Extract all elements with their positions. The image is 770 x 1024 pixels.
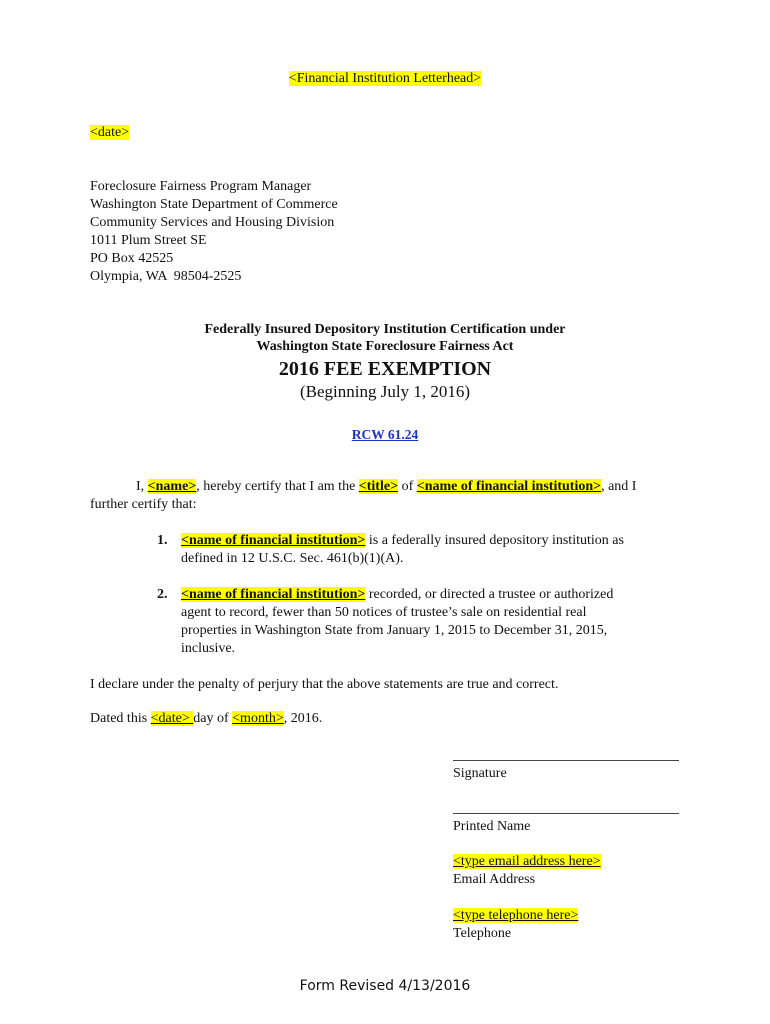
certify-text: , and I — [601, 479, 637, 494]
signature-label: Signature — [453, 766, 507, 781]
phone-label: Telephone — [453, 926, 512, 941]
printed-name-line — [453, 813, 679, 814]
rcw-line — [0, 426, 770, 444]
certify-text: I, — [136, 479, 148, 494]
signature-line — [453, 760, 679, 761]
phone-placeholder: <type telephone here> — [453, 908, 579, 923]
email-placeholder: <type email address here> — [453, 854, 601, 869]
recipient-address — [90, 178, 338, 286]
institution-placeholder: <name of financial institution> — [181, 587, 366, 602]
address-line: Community Services and Housing Division — [90, 215, 335, 230]
institution-placeholder: <name of financial institution> — [181, 533, 366, 548]
footer-revision: Form Revised 4/13/2016 — [299, 978, 471, 994]
letterhead-line — [0, 70, 770, 88]
item-number: 2. — [157, 587, 168, 602]
date-line — [90, 124, 129, 142]
rcw-link[interactable]: RCW 61.24 — [351, 427, 419, 442]
address-line: Washington State Department of Commerce — [90, 197, 338, 212]
item-text: defined in 12 U.S.C. Sec. 461(b)(1)(A). — [181, 551, 404, 566]
item-text: inclusive. — [181, 641, 236, 656]
date-placeholder: <date> — [150, 711, 194, 726]
item-text: agent to record, fewer than 50 notices of trustee’s sale on residential real — [181, 605, 587, 620]
item-text: properties in Washington State from January 1, 2015 to December 31, 2015, — [181, 623, 608, 638]
list-item — [181, 586, 671, 658]
list-item — [181, 532, 671, 568]
title-placeholder: <title> — [358, 479, 399, 494]
certification-heading — [0, 321, 770, 355]
dated-text: day of — [193, 711, 233, 726]
printed-name-label: Printed Name — [453, 819, 531, 834]
certify-text: , hereby certify that I am the — [196, 479, 359, 494]
certify-line-1 — [136, 478, 636, 496]
address-line: PO Box 42525 — [90, 251, 174, 266]
heading-line-1: Federally Insured Depository Institution Certification under — [204, 322, 566, 337]
institution-placeholder: <name of financial institution> — [416, 479, 602, 494]
item-text: recorded, or directed a trustee or authorized — [365, 587, 614, 602]
email-label: Email Address — [453, 872, 536, 887]
phone-placeholder-line — [453, 907, 578, 925]
heading-line-2: Washington State Foreclosure Fairness Act — [256, 339, 514, 354]
letterhead-placeholder: <Financial Institution Letterhead> — [288, 71, 482, 86]
document-title: 2016 FEE EXEMPTION — [278, 358, 492, 380]
date-placeholder: <date> — [90, 125, 130, 140]
month-placeholder: <month> — [232, 711, 284, 726]
address-line: Olympia, WA 98504-2525 — [90, 269, 242, 284]
address-line: 1011 Plum Street SE — [90, 233, 207, 248]
email-placeholder-line — [453, 853, 601, 871]
address-line: Foreclosure Fairness Program Manager — [90, 179, 312, 194]
item-number: 1. — [157, 533, 168, 548]
document-subtitle: (Beginning July 1, 2016) — [300, 382, 470, 401]
dated-text: Dated this — [90, 711, 151, 726]
declaration: I declare under the penalty of perjury that the above statements are true and correct. — [90, 677, 559, 692]
item-text: is a federally insured depository institution as — [365, 533, 624, 548]
dated-text: , 2016. — [283, 711, 323, 726]
certify-text: of — [398, 479, 417, 494]
dated-line — [90, 710, 322, 728]
name-placeholder: <name> — [147, 479, 197, 494]
certify-line-2: further certify that: — [90, 497, 197, 512]
